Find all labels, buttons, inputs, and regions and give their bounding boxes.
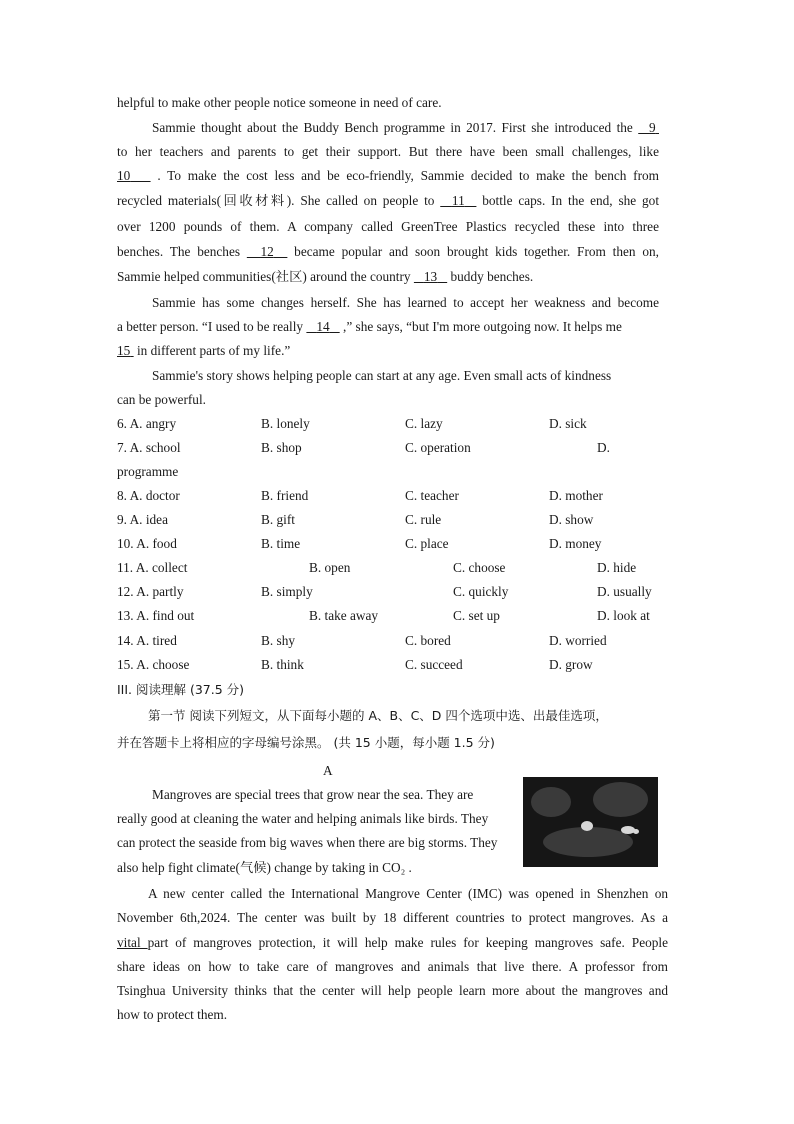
- question-number: 9.: [117, 512, 127, 527]
- passage-line: helpful to make other people notice someone in need of care.: [117, 95, 442, 110]
- passage-line: A new center called the International Mangrove Center (IMC) was opened in Shenzhen on: [148, 886, 668, 901]
- passage-label: A: [323, 763, 333, 778]
- option-10-a: 10. A. food: [117, 536, 177, 551]
- option-13-a: 13. A. find out: [117, 608, 195, 623]
- question-number: 10.: [117, 536, 134, 551]
- blank-14: 14: [316, 319, 330, 334]
- option-12-c: C. quickly: [453, 584, 509, 599]
- option-15-c: C. succeed: [405, 657, 463, 672]
- option-14-b: B. shy: [261, 633, 295, 648]
- option-11-b: B. open: [309, 560, 351, 575]
- passage-line: share ideas on how to take care of mangroves and animals that live there. A professor from: [117, 959, 668, 974]
- passage-line: Sammie has some changes herself. She has learned to accept her weakness and become: [152, 295, 659, 310]
- passage-line: November 6th,2024. The center was built by 18 different countries to protect mangroves. As a: [117, 910, 668, 925]
- passage-line: vital part of mangroves protection, it will help make rules for keeping mangroves safe. People: [117, 935, 668, 950]
- blank-12: 12: [260, 244, 274, 259]
- passage-line: 10 . To make the cost less and be eco-friendly, Sammie decided to make the bench from: [117, 168, 659, 183]
- option-6-c: C. lazy: [405, 416, 443, 431]
- option-7-d: D.: [597, 440, 610, 455]
- option-15-a: 15. A. choose: [117, 657, 190, 672]
- option-6-b: B. lonely: [261, 416, 310, 431]
- question-number: 7.: [117, 440, 127, 455]
- passage-line: how to protect them.: [117, 1007, 228, 1022]
- option-10-d: D. money: [549, 536, 602, 551]
- option-6-a: 6. A. angry: [117, 416, 177, 431]
- passage-line: also help fight climate(气候) change by taking in CO₂ .: [117, 860, 412, 875]
- question-number: 8.: [117, 488, 127, 503]
- option-9-b: B. gift: [261, 512, 295, 527]
- option-7-c: C. operation: [405, 440, 471, 455]
- section-instruction: 并在答题卡上将相应的字母编号涂黑。 (共 15 小题，每小题 1.5 分): [117, 735, 495, 750]
- option-15-d: D. grow: [549, 657, 593, 672]
- question-number: 15.: [117, 657, 134, 672]
- option-14-c: C. bored: [405, 633, 451, 648]
- passage-line: over 1200 pounds of them. A company called GreenTree Plastics recycled these into three: [117, 219, 659, 234]
- passage-line: Mangroves are special trees that grow near the sea. They are: [152, 787, 474, 802]
- passage-line: benches. The benches 12 became popular and soon brought kids together. From then on,: [117, 244, 659, 259]
- option-8-a: 8. A. doctor: [117, 488, 180, 503]
- option-14-a: 14. A. tired: [117, 633, 177, 648]
- option-8-d: D. mother: [549, 488, 603, 503]
- blank-13: 13: [423, 269, 438, 284]
- passage-line: Tsinghua University thinks that the center will help people learn more about the mangroves and: [117, 983, 668, 998]
- option-12-b: B. simply: [261, 584, 313, 599]
- section-title: III. 阅读理解 (37.5 分): [117, 682, 245, 697]
- passage-line: a better person. “I used to be really 14 ,” she says, “but I'm more outgoing now. It helps me: [117, 319, 622, 334]
- option-wrap: programme: [117, 464, 179, 479]
- section-instruction: 第一节 阅读下列短文，从下面每小题的 A、B、C、D 四个选项中选、出最佳选项，: [148, 708, 608, 723]
- passage-line: can protect the seaside from big waves when there are big storms. They: [117, 835, 498, 850]
- option-10-b: B. time: [261, 536, 301, 551]
- option-7-b: B. shop: [261, 440, 302, 455]
- vocab-underline: vital: [117, 935, 148, 950]
- passage-line: really good at cleaning the water and helping animals like birds. They: [117, 811, 489, 826]
- passage-line: to her teachers and parents to get their support. But there have been small challenges, like: [117, 144, 659, 159]
- option-9-a: 9. A. idea: [117, 512, 168, 527]
- option-11-d: D. hide: [597, 560, 637, 575]
- mangrove-birds-photo: [523, 777, 658, 867]
- option-7-a: 7. A. school: [117, 440, 181, 455]
- blank-11: 11: [451, 193, 465, 208]
- question-number: 14.: [117, 633, 134, 648]
- question-number: 12.: [117, 584, 134, 599]
- passage-line: Sammie's story shows helping people can start at any age. Even small acts of kindness: [152, 368, 612, 383]
- option-15-b: B. think: [261, 657, 304, 672]
- option-9-d: D. show: [549, 512, 594, 527]
- option-12-a: 12. A. partly: [117, 584, 184, 599]
- option-10-c: C. place: [405, 536, 449, 551]
- passage-line: Sammie thought about the Buddy Bench programme in 2017. First she introduced the 9: [152, 120, 659, 136]
- question-number: 11.: [117, 560, 134, 575]
- option-6-d: D. sick: [549, 416, 587, 431]
- passage-line: 15 in different parts of my life.”: [117, 343, 291, 358]
- option-9-c: C. rule: [405, 512, 442, 527]
- option-8-c: C. teacher: [405, 488, 459, 503]
- option-8-b: B. friend: [261, 488, 309, 503]
- passage-line: Sammie helped communities(社区) around the country 13 buddy benches.: [117, 269, 534, 284]
- blank-10: 10: [117, 168, 131, 183]
- blank-15: 15: [117, 343, 131, 358]
- option-13-c: C. set up: [453, 608, 500, 623]
- question-number: 13.: [117, 608, 134, 623]
- blank-9: 9: [649, 120, 656, 135]
- passage-line: recycled materials(回收材料). She called on people to 11 bottle caps. In the end, she got: [117, 193, 660, 208]
- option-14-d: D. worried: [549, 633, 607, 648]
- passage-line: can be powerful.: [117, 392, 206, 407]
- option-13-b: B. take away: [309, 608, 379, 623]
- option-11-c: C. choose: [453, 560, 506, 575]
- option-13-d: D. look at: [597, 608, 650, 623]
- option-12-d: D. usually: [597, 584, 652, 599]
- option-11-a: 11. A. collect: [117, 560, 188, 575]
- question-number: 6.: [117, 416, 127, 431]
